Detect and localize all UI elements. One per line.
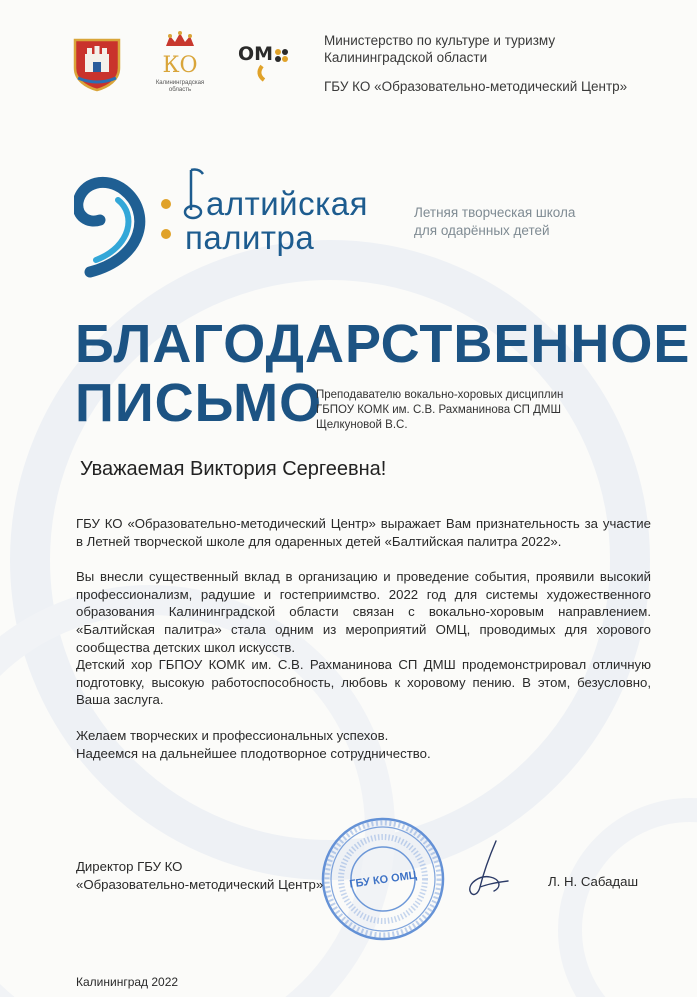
letter-title-line-2: ПИСЬМО bbox=[75, 373, 323, 433]
kaliningrad-region-logo bbox=[152, 30, 208, 94]
signatory-name: Л. Н. Сабадаш bbox=[548, 874, 639, 889]
wish-line-2: Надеемся на дальнейшее плодотворное сотрудничество. bbox=[76, 745, 431, 761]
recipient-line-3: Щелкуновой В.С. bbox=[316, 419, 408, 431]
ministry-line-1: Министерство по культуре и туризму bbox=[324, 33, 556, 48]
ministry-header bbox=[324, 32, 684, 66]
ko-letters: КО bbox=[162, 53, 198, 78]
omc-letters: ОМ bbox=[238, 43, 274, 65]
handwritten-signature bbox=[450, 835, 520, 905]
recipient-line-1: Преподавателю вокально-хоровых дисциплин bbox=[316, 389, 564, 401]
signatory-role bbox=[76, 858, 323, 894]
school-line-1: Летняя творческая школа bbox=[414, 205, 576, 220]
wish-line-1: Желаем творческих и профессиональных успехов. bbox=[76, 727, 389, 743]
school-line-2: для одарённых детей bbox=[414, 223, 550, 238]
recipient-line-2: ГБПОУ КОМК им. С.В. Рахманинова СП ДМШ bbox=[316, 404, 562, 416]
baltic-palette-emblem bbox=[74, 168, 184, 280]
body-paragraph-2: Вы внесли существенный вклад в организацию и проведение события, проявили высокий профессионализм, радушие и гостеприимство. 2022 год для системы художественного образования Калининградской области связан с вокально-хоровым направлением. «Балтийская палитра» стала одним из мероприятий ОМЦ, проводимых для хорового сообщества детских школ искусств. bbox=[76, 569, 651, 655]
center-header: ГБУ КО «Образовательно-методический Центр» bbox=[324, 79, 628, 94]
ko-caption-2: область bbox=[168, 87, 192, 93]
letter-title-line-1: БЛАГОДАРСТВЕННОЕ bbox=[75, 314, 691, 374]
music-note-icon bbox=[183, 164, 205, 222]
official-stamp bbox=[318, 814, 448, 944]
omc-logo bbox=[238, 40, 288, 84]
signatory-role-line-1: Директор ГБУ КО bbox=[76, 859, 183, 874]
brand-title-line-2: палитра bbox=[185, 219, 315, 256]
body-paragraph-1: ГБУ КО «Образовательно-методический Центр» выражает Вам признательность за участие в Летней творческой школе для одаренных детей «Балтийская палитра 2022». bbox=[76, 516, 651, 549]
stamp-center-text: ГБУ КО ОМЦ bbox=[348, 869, 418, 891]
signatory-role-line-2: «Образовательно-методический Центр» bbox=[76, 877, 324, 892]
letter-body bbox=[76, 515, 651, 762]
coat-of-arms-logo bbox=[72, 36, 122, 92]
city-year: Калининград 2022 bbox=[76, 975, 179, 989]
greeting: Уважаемая Виктория Сергеевна! bbox=[80, 458, 387, 480]
recipient-block bbox=[316, 388, 563, 433]
body-paragraph-3: Детский хор ГБПОУ КОМК им. С.В. Рахманинова СП ДМШ продемонстрировал отличную подготовку, высокую работоспособность, любовь к хоровому пению. В этом, безусловно, Ваша заслуга. bbox=[76, 657, 651, 708]
ministry-line-2: Калининградской области bbox=[324, 50, 488, 65]
ko-caption-1: Калининградская bbox=[155, 80, 205, 86]
school-subtitle bbox=[414, 204, 575, 240]
brand-title-line-1: алтийская bbox=[206, 185, 368, 222]
